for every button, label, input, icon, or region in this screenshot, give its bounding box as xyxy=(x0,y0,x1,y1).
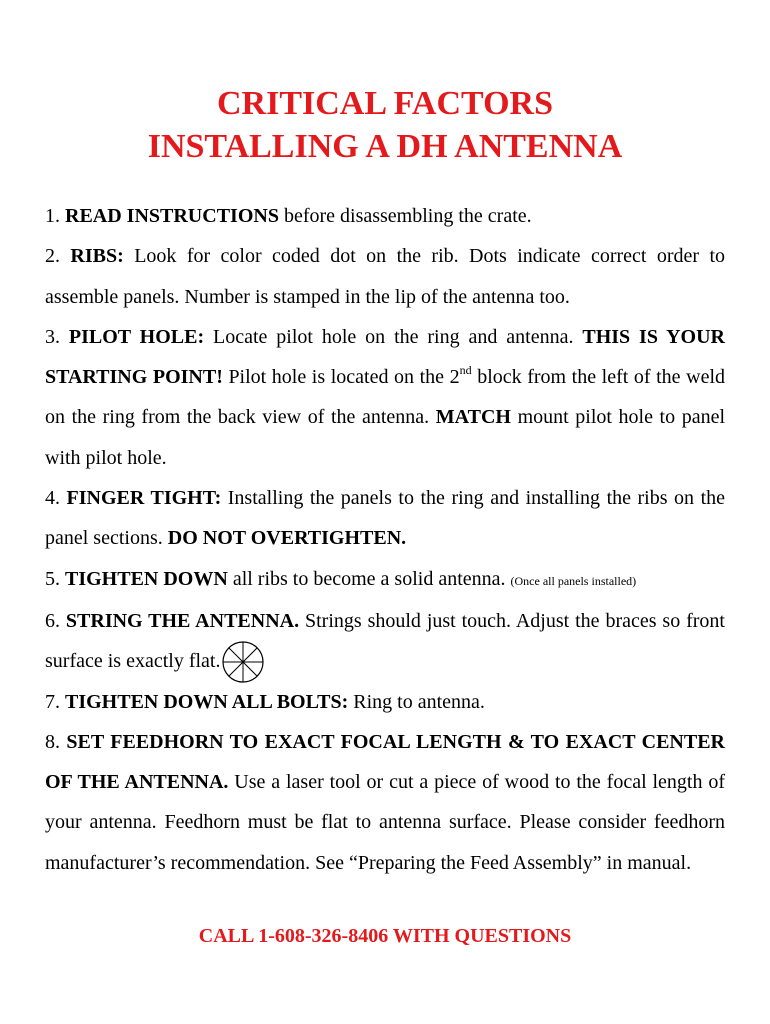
instruction-keyword: FINGER TIGHT: xyxy=(66,487,222,510)
instruction-keyword: RIBS: xyxy=(70,245,124,268)
do-not-overtighten-emphasis: DO NOT OVERTIGHTEN. xyxy=(167,527,407,550)
instruction-item-7: 7. TIGHTEN DOWN ALL BOLTS: Ring to antenna. xyxy=(45,690,485,713)
page-title-line-2: INSTALLING A DH ANTENNA xyxy=(147,128,623,165)
instruction-keyword: STRING THE ANTENNA. xyxy=(65,609,300,632)
instruction-keyword: TIGHTEN DOWN ALL BOLTS: xyxy=(65,690,349,713)
starting-point-emphasis: THIS IS YOUR STARTING POINT! xyxy=(45,325,725,389)
instruction-item-4: 4. FINGER TIGHT: Installing the panels to the ring and installing the ribs on the panel sections. DO NOT OVERTIGHTEN. xyxy=(45,487,726,550)
instruction-item-8: 8. SET FEEDHORN TO EXACT FOCAL LENGTH & TO EXACT CENTER OF THE ANTENNA. Use a laser tool or cut a piece of wood to the focal length of your antenna. Feedhorn must be flat to antenna surface. Please consider feedhorn manufacturer’s recommendation. See “Preparing the Feed Assembly” in manual. xyxy=(45,730,726,874)
instruction-keyword: PILOT HOLE: xyxy=(68,325,205,348)
instruction-item-1: 1. READ INSTRUCTIONS before disassembling the crate. xyxy=(45,205,532,227)
instruction-item-3: 3. PILOT HOLE: Locate pilot hole on the ring and antenna. THIS IS YOUR STARTING POINT! Pilot hole is located on the 2nd block from the left of the weld on the ring from the back view of the antenna. MATCH mount pilot hole to panel with pilot hole. xyxy=(45,325,726,469)
instruction-item-2: 2. RIBS: Look for color coded dot on the rib. Dots indicate correct order to assemble panels. Number is stamped in the lip of the antenna too. xyxy=(45,245,726,308)
instruction-keyword: READ INSTRUCTIONS xyxy=(65,205,279,227)
match-emphasis: MATCH xyxy=(435,406,511,429)
instruction-keyword: TIGHTEN DOWN xyxy=(65,567,228,590)
instruction-item-6: 6. STRING THE ANTENNA. Strings should just touch. Adjust the braces so front surface is exactly flat. xyxy=(45,601,725,682)
page-title-line-1: CRITICAL FACTORS xyxy=(217,85,553,122)
ordinal-superscript: nd xyxy=(459,363,472,378)
instructions-list xyxy=(45,196,725,883)
antenna-string-diagram-icon xyxy=(220,641,276,681)
contact-phone-line: CALL 1-608-326-8406 WITH QUESTIONS xyxy=(198,925,572,947)
instruction-keyword: SET FEEDHORN TO EXACT FOCAL LENGTH & TO EXACT CENTER OF THE ANTENNA. xyxy=(45,730,726,794)
instruction-item-5: 5. TIGHTEN DOWN all ribs to become a solid antenna. (Once all panels installed) xyxy=(45,567,637,590)
instruction-note: (Once all panels installed) xyxy=(510,573,637,588)
